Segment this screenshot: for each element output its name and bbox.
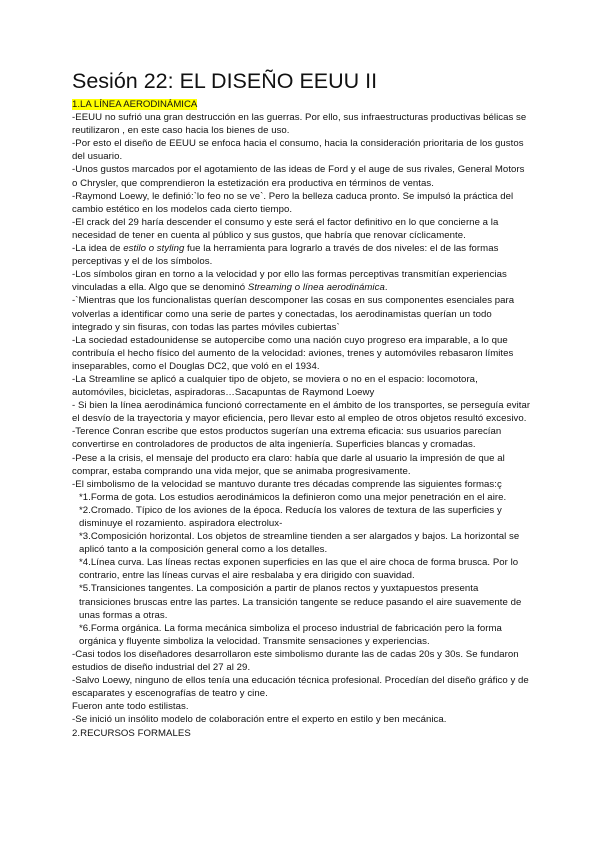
- paragraph: -Salvo Loewy, ninguno de ellos tenía una educación técnica profesional. Procedían del diseño gráfico y de escaparates y escenografías de teatro y cine.: [72, 675, 529, 700]
- section-heading-1: [72, 98, 532, 111]
- paragraph-streaming: [72, 268, 532, 294]
- paragraph: -Unos gustos marcados por el agotamiento de las ideas de Ford y el auge de sus rivales, General Motors o Chrysler, que comprendieron la estetización era productiva en términos de ventas.: [72, 164, 525, 189]
- text-run: -La idea de: [72, 243, 124, 255]
- form-item-5: *5.Transiciones tangentes. La composición a partir de planos rectos y yuxtapuestos presenta transiciones bruscas entre las partes. La transición tangente se reduce pasando el aire suavemente de unas formas a otras.: [79, 583, 522, 621]
- document-body: [72, 111, 532, 740]
- paragraph: Fueron ante todo estilistas.: [72, 701, 189, 713]
- paragraph: -Raymond Loewy, le definió:`lo feo no se ve`. Pero la belleza caduca pronto. Se impulsó la práctica del cambio estético en los modelos cada cierto tiempo.: [72, 190, 514, 215]
- italic-term: Streaming o línea aerodinámica: [247, 282, 385, 294]
- form-item-3: *3.Composición horizontal. Los objetos de streamline tienden a ser alargados y bajos. La horizontal se aplicó tanto a la composición general como a los detalles.: [79, 531, 520, 556]
- paragraph: -Por esto el diseño de EEUU se enfoca hacia el consumo, hacia la consideración prioritaria de los gustos del usuario.: [72, 138, 524, 163]
- form-item-1: *1.Forma de gota. Los estudios aerodinámicos la definieron como una mejor penetración en el aire.: [79, 491, 507, 503]
- paragraph: -El crack del 29 haría descender el consumo y este será el factor definitivo en lo que concierne a la necesidad de tener en cuenta al público y sus gustos, que habría que renovar cíclicamente.: [72, 216, 499, 241]
- italic-term: estilo o styling: [123, 243, 185, 255]
- document-page: [72, 68, 532, 740]
- form-item-6: *6.Forma orgánica. La forma mecánica simboliza el proceso industrial de fabricación pero la forma orgánica y fluyente simboliza la velocidad. Transmite sensaciones y experiencias.: [79, 622, 502, 647]
- text-run: -Los símbolos giran en torno a la velocidad y por ello las formas perceptivas transmitían experiencias vinculadas a ella. Algo que se denominó: [72, 269, 507, 294]
- form-item-4: *4.Línea curva. Las líneas rectas exponen superficies en las que el aire choca de forma brusca. Por lo contrario, entre las líneas curvas el aire resbalaba y era dirigido con suavidad.: [79, 557, 519, 582]
- paragraph-styling: [72, 242, 532, 268]
- text-run: fue la herramienta para lograrlo a través de dos niveles: el de las formas perceptivas y el de los símbolos.: [72, 243, 499, 268]
- paragraph: -Pese a la crisis, el mensaje del producto era claro: había que darle al usuario la impresión de que al comprar, estaba comprando una vida mejor, que se animaba progresivamente.: [72, 452, 505, 477]
- page-title: Sesión 22: EL DISEÑO EEUU II: [72, 69, 378, 93]
- highlighted-heading: 1.LA LÍNEA AERODINÁMICA: [72, 99, 198, 110]
- paragraph: -`Mientras que los funcionalistas querían descomponer las cosas en sus componentes esenciales para volverlas a identificar como una serie de partes y conectadas, los aerodinamistas querían un todo integrado y sin fisuras, con todas las partes móviles cubiertas`: [72, 295, 515, 333]
- paragraph: -Se inició un insólito modelo de colaboración entre el experto en estilo y ben mecánica.: [72, 714, 447, 726]
- paragraph: - Si bien la línea aerodinámica funcionó correctamente en el ámbito de los transportes, se perseguía evitar el desvío de la trayectoria y mayor eficiencia, pero llevar esto al empleo de otros objetos resultó excesivo.: [72, 400, 531, 425]
- paragraph: -El simbolismo de la velocidad se mantuvo durante tres décadas comprende las siguientes formas:ç: [72, 478, 502, 490]
- paragraph: -EEUU no sufrió una gran destrucción en las guerras. Por ello, sus infraestructuras productivas bélicas se reutilizaron , en este caso hacia los bienes de uso.: [72, 112, 527, 137]
- section-heading-2: 2.RECURSOS FORMALES: [72, 727, 191, 739]
- paragraph: -La Streamline se aplicó a cualquier tipo de objeto, se moviera o no en el espacio: locomotora, automóviles, bicicletas, aspiradoras…Sacapuntas de Raymond Loewy: [72, 373, 478, 399]
- paragraph: -Terence Conran escribe que estos productos sugerían una extrema eficacia: sus usuarios parecían convertirse en controladores de productos de alta ingeniería. Superficies blancas y cromadas.: [72, 426, 502, 451]
- text-run: .: [384, 282, 388, 294]
- paragraph: -La sociedad estadounidense se autopercibe como una nación cuyo progreso era imparable, a lo que contribuía el hecho físico del aumento de la velocidad: aviones, trenes y automóviles rebasaron límites inseparables, como el Douglas DC2, que voló en el 1934.: [72, 334, 514, 372]
- form-item-2: *2.Cromado. Típico de los aviones de la época. Reducía los valores de textura de las superficies y disminuye el rozamiento. aspiradora electrolux-: [79, 504, 502, 529]
- paragraph: -Casi todos los diseñadores desarrollaron este simbolismo durante las de cadas 20s y 30s. Se fundaron estudios de diseño industrial del 27 al 29.: [72, 648, 519, 674]
